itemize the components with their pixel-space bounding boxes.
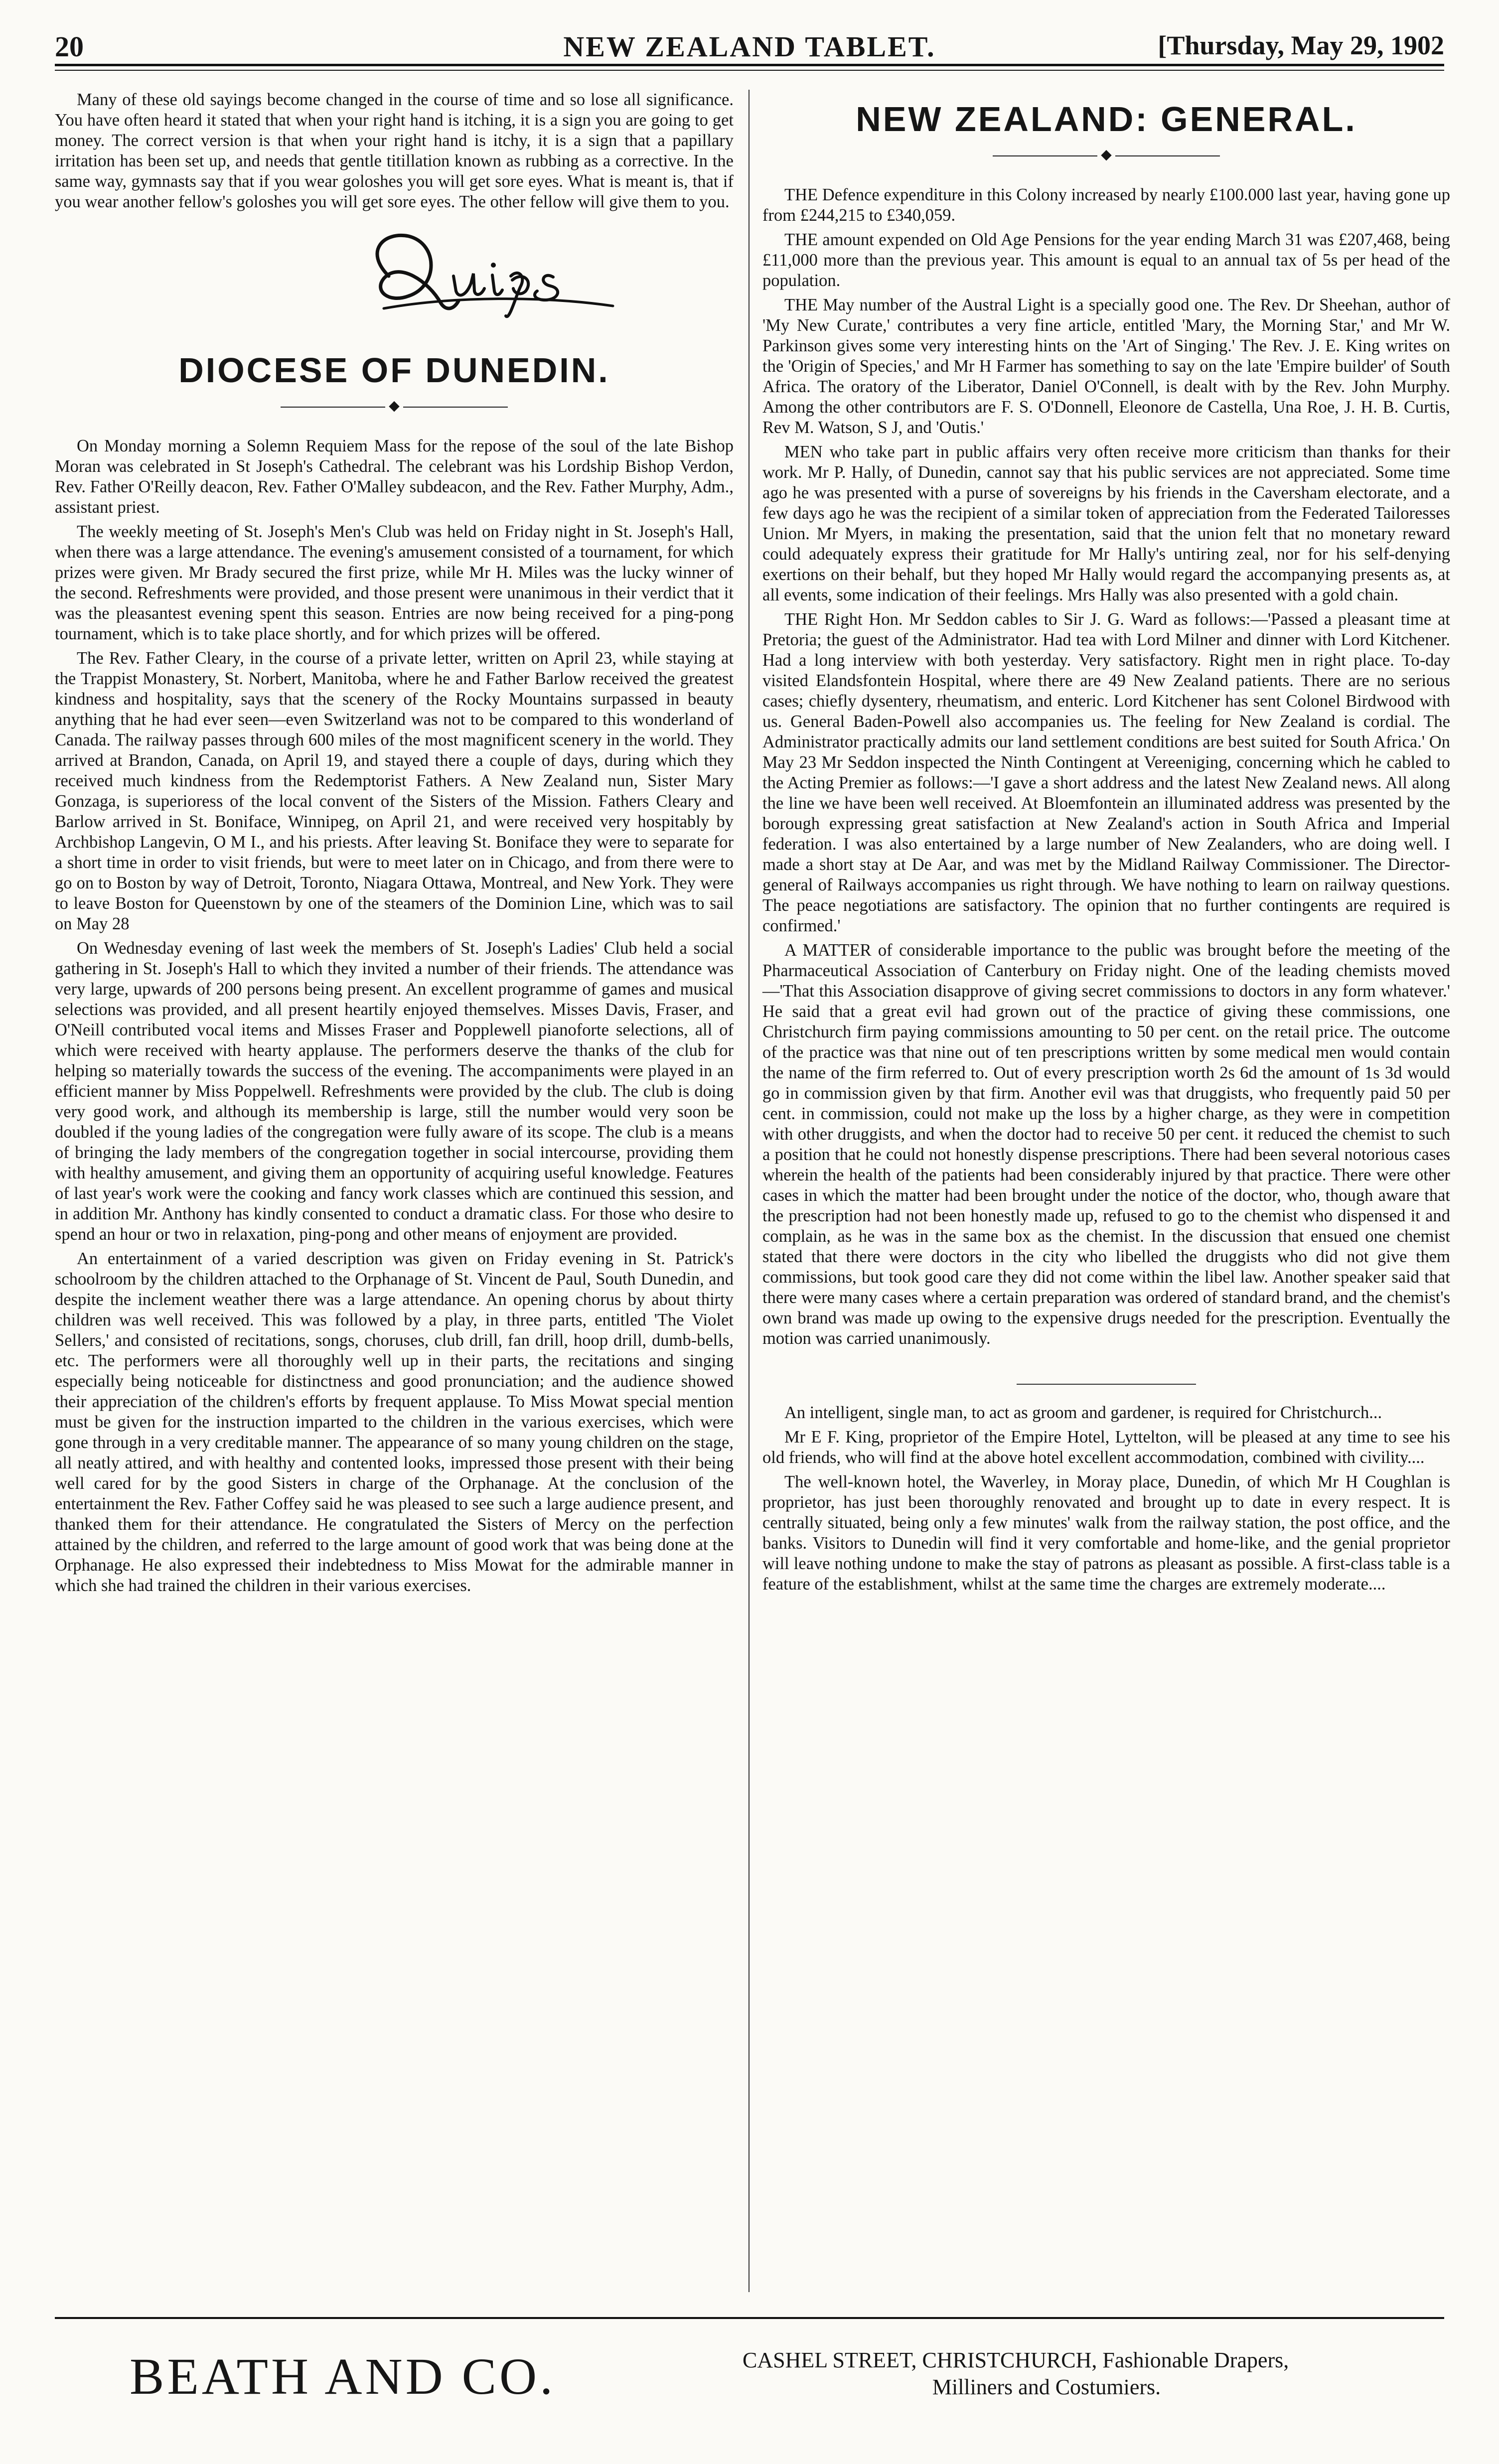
news-paragraph: A MATTER of considerable importance to the public was brought before the meeting of the Pharmaceutical Association of Canterbury on Friday night. One of the leading chemists moved—'That this Association disapprove of giving secret commissions to doctors in any form whatever.' He said that a great evil had grown out of the practice of giving these commissions, one Christchurch firm paying commissions amounting to 50 per cent. on the retail price. The outcome of the practice was that nine out of ten prescriptions written by some medical men would contain the name of the firm referred to. Out of every prescription worth 2s 6d the amount of 1s 3d would go in commission given by that firm. Another evil was that druggists, who frequently paid 50 per cent. in commission, could not make up the loss by a higher charge, as they were in competition with other druggists, and when the doctor had to receive 50 per cent. it reduced the chemist to such a position that he could not honestly dispense prescriptions. There had been several notorious cases wherein the health of the patients had been considerably injured by that practice. There were other cases in which the matter had been brought under the notice of the doctor, who, though aware that the prescription had not been honestly made up, refused to go to the chemist who dispensed it and complain, as he was in the same box as the chemist. In the discussion that ensued one chemist stated that there were doctors in the city who libelled the druggists who did not give them commissions, but took good care they did not come within the libel law. Another speaker said that there were many cases where a certain preparation was ordered of standard brand, and the chemist's own brand was made up owing to the expensive drugs needed for the prescription. Eventually the motion was carried unanimously. [762,941,1450,1348]
news-paragraph: MEN who take part in public affairs very often receive more criticism than thanks for their work. Mr P. Hally, of Dunedin, cannot say that his public services are not appreciated. Some time ago he was presented with a purse of sovereigns by his friends in the Caversham electorate, and a few days ago he was the recipient of a similar token of appreciation from the Federated Tailoresses Union. Mr Myers, in making the presentation, said that the union felt that no monetary reward could adequately express their gratitude for Mr Hally's untiring zeal, nor for his self-denying exertions on their behalf, but they hoped Mr Hally would regard the accompanying presents as, at all events, some indication of their feelings. Mrs Hally was also presented with a gold chain. [762,442,1450,604]
column-divider [749,90,750,2292]
footer-address-line2: Milliners and Costumiers. [932,2375,1161,2399]
article-paragraph: On Wednesday evening of last week the members of St. Joseph's Ladies' Club held a social gathering in St. Joseph's Hall to which they invited a number of their friends. The attendance was very large, upwards of 200 persons being present. An excellent programme of games and musical selections was provided, and all present heartily enjoyed themselves. Misses Davis, Fraser, and O'Neill contributed vocal items and Misses Fraser and Popplewell pianoforte selections, all of which were received with hearty applause. The performers deserve the thanks of the club for helping so materially towards the success of the evening. The accompaniments were played in an efficient manner by Miss Poppelwell. Refreshments were provided by the club. The club is doing very good work, and although its membership is large, still the number would very soon be doubled if the young ladies of the congregation were fully aware of its scope. The club is a means of bringing the lady members of the congregation together in social intercourse, providing them with healthy amusement, and giving them an opportunity of acquiring useful knowledge. Features of last year's work were the cooking and fancy work classes which are continued this session, and in addition Mr. Anthony has kindly consented to conduct a dramatic class. For those who desire to spend an hour or two in relaxation, ping-pong and other means of enjoyment are provided. [55,939,734,1244]
footer-advert [55,2317,1444,2417]
news-paragraph: THE amount expended on Old Age Pensions for the year ending March 31 was £207,468, being £11,000 more than the previous year. This amount is equal to an annual tax of 5s per head of the population. [762,230,1450,290]
masthead: NEW ZEALAND TABLET. [563,30,936,63]
signature-script-icon [354,221,633,321]
footer-address-line1: CASHEL STREET, CHRISTCHURCH, Fashionable Drapers, [743,2348,1289,2372]
page-number: 20 [55,30,84,63]
quips-paragraph: Many of these old sayings become changed in the course of time and so lose all significance. You have often heard it stated that when your right hand is itching, it is a sign you are going to get money. The correct version is that when your right hand is itchy, it is a sign that a papillary irritation has been set up, and needs that gentle titillation known as rubbing as a corrective. In the same way, gymnasts say that if you wear goloshes you will get sore eyes. What is meant is, that if you wear another fellow's goloshes you will get sore eyes. The other fellow will give them to you. [55,90,734,211]
right-column [762,90,1450,2302]
advert-paragraph: An intelligent, single man, to act as groom and gardener, is required for Christchurch... [784,1403,1382,1422]
quips-signature [55,216,734,331]
page-header [55,25,1444,75]
article-paragraph: The Rev. Father Cleary, in the course of a private letter, written on April 23, while staying at the Trappist Monastery, St. Norbert, Manitoba, where he and Father Barlow received the greatest kindness and hospitality, says that the scenery of the Rocky Mountains surpassed in beauty anything that he had ever seen—even Switzerland was not to be compared to this wonderland of Canada. The railway passes through 600 miles of the most magnificent scenery in the world. They arrived at Brandon, Canada, on April 19, and stayed there a couple of days, during which they received much kindness from the Redemptorist Fathers. A New Zealand nun, Sister Mary Gonzaga, is superioress of the local convent of the Sisters of the Mission. Fathers Cleary and Barlow arrived in St. Boniface, Winnipeg, on April 21, and were received very hospitably by Archbishop Langevin, O M I., and his priests. After leaving St. Boniface they were to separate for a short time in order to visit friends, but were to meet later on in Chicago, and from there were to go on to Boston by way of Detroit, Toronto, Niagara Ottawa, Montreal, and New York. They were to leave Boston for Queenstown by one of the steamers of the Dominion Line, which was to sail on May 28 [55,649,734,933]
advert-paragraph: The well-known hotel, the Waverley, in Moray place, Dunedin, of which Mr H Coughlan is proprietor, has just been thoroughly renovated and brought up to date in every respect. It is centrally situated, being only a few minutes' walk from the railway station, the post office, and the banks. Visitors to Dunedin will find it very comfortable and home-like, and the genial proprietor will leave nothing undone to make the stay of patrons as pleasant as possible. A first-class table is a feature of the establishment, whilst at the same time the charges are extremely moderate.... [762,1472,1450,1594]
news-paragraph: THE Defence expenditure in this Colony increased by nearly £100.000 last year, having gone up from £244,215 to £340,059. [762,185,1450,225]
left-column [55,90,734,2302]
advert-paragraph: Mr E F. King, proprietor of the Empire Hotel, Lyttelton, will be pleased at any time to see his old friends, who will find at the above hotel excellent accommodation, combined with civility.... [762,1428,1450,1467]
diocese-heading: DIOCESE OF DUNEDIN. [178,351,610,390]
heading-ornament: ◆ [762,145,1450,165]
header-rule-thin [55,70,1444,71]
article-paragraph: The weekly meeting of St. Joseph's Men's Club was held on Friday night in St. Joseph's Hall, when there was a large attendance. The evening's amusement consisted of a tournament, for which prizes were given. Mr Brady secured the first prize, while Mr H. Miles was the lucky winner of the second. Refreshments were provided, and those present were unanimous in their verdict that it was the pleasantest evening spent this season. Entries are now being received for a ping-pong tournament, which is to take place shortly, and for which prizes will be offered. [55,522,734,643]
nz-general-heading: NEW ZEALAND: GENERAL. [856,100,1357,139]
heading-ornament: ◆ [55,396,734,416]
section-separator [1017,1384,1196,1385]
footer-rule [55,2317,1444,2319]
footer-address [743,2347,1350,2401]
news-paragraph: THE May number of the Austral Light is a specially good one. The Rev. Dr Sheehan, author of 'My New Curate,' contributes a very fine article, entitled 'Mary, the Morning Star,' and Mr W. Parkinson gives some very interesting hints on the 'Art of Singing.' The Rev. J. E. King writes on the 'Origin of Species,' and Mr H Farmer has something to say on the late 'Empire builder' of South Africa. The oratory of the Liberator, Daniel O'Connell, is dealt with by the Rev. John Murphy. Among the other contributors are F. S. O'Donnell, Eleonore de Castella, Una Roe, J. H. B. Curtis, Rev M. Watson, S J, and 'Outis.' [762,295,1450,437]
news-paragraph: THE Right Hon. Mr Seddon cables to Sir J. G. Ward as follows:—'Passed a pleasant time at Pretoria; the guest of the Administrator. Had tea with Lord Milner and dinner with Lord Kitchener. Had a long interview with both yesterday. Very satisfactory. Right men in right place. To-day visited Elandsfontein Hospital, where there are 49 New Zealand patients. There are no serious cases; chiefly dysentery, rheumatism, and enteric. Lord Kitchener has sent Colonel Birdwood with us. General Baden-Powell also accompanies us. The feeling for New Zealand is cordial. The Administrator practically admits our land settlement conditions are best suited for South Africa.' On May 23 Mr Seddon inspected the Ninth Contingent at Vereeniging, concerning which he cabled to the Acting Premier as follows:—'I gave a short address and the latest New Zealand news. All along the line we have been well received. At Bloemfontein an illuminated address was presented by the borough expressing great satisfaction at New Zealand's action in South Africa and Imperial federation. I was also entertained by a large number of New Zealanders, who are doing well. I made a short stay at De Aar, and was met by the Midland Railway Commissioner. The Director-general of Railways accompanies us right through. We have nothing to learn on railway questions. The peace negotiations are satisfactory. The opinion that no further contingents are required is confirmed.' [762,610,1450,935]
article-paragraph: On Monday morning a Solemn Requiem Mass for the repose of the soul of the late Bishop Moran was celebrated in St Joseph's Cathedral. The celebrant was his Lordship Bishop Verdon, Rev. Father O'Reilly deacon, Rev. Father O'Malley subdeacon, and the Rev. Father Murphy, Adm., assistant priest. [55,436,734,517]
header-rule [55,64,1444,66]
footer-brand: BEATH AND CO. [130,2348,556,2405]
article-paragraph: An entertainment of a varied description was given on Friday evening in St. Patrick's schoolroom by the children attached to the Orphanage of St. Vincent de Paul, South Dunedin, and despite the inclement weather there was a large attendance. An opening chorus by about thirty children was well received. This was followed by a play, in three parts, entitled 'The Violet Sellers,' and consisted of recitations, songs, choruses, club drill, fan drill, hoop drill, dumb-bells, etc. The performers were all thoroughly well up in their parts, the recitations and singing especially being noticeable for distinctness and good pronunciation; and the audience showed their appreciation of the children's efforts by frequent applause. To Miss Mowat special mention must be given for the instruction imparted to the children in the various exercises, which were gone through in a very creditable manner. The appearance of so many young children on the stage, all neatly attired, and with healthy and contented looks, impressed those present with their being well cared for by the good Sisters in charge of the Orphanage. At the conclusion of the entertainment the Rev. Father Coffey said he was pleased to see such a large audience present, and thanked them for their attendance. He congratulated the Sisters of Mercy on the perfection attained by the children, and referred to the large amount of good work that was being done at the Orphanage. He also expressed their indebtedness to Miss Mowat for the admirable manner in which she had trained the children in their various exercises. [55,1249,734,1595]
issue-date: [Thursday, May 29, 1902 [1158,30,1444,60]
